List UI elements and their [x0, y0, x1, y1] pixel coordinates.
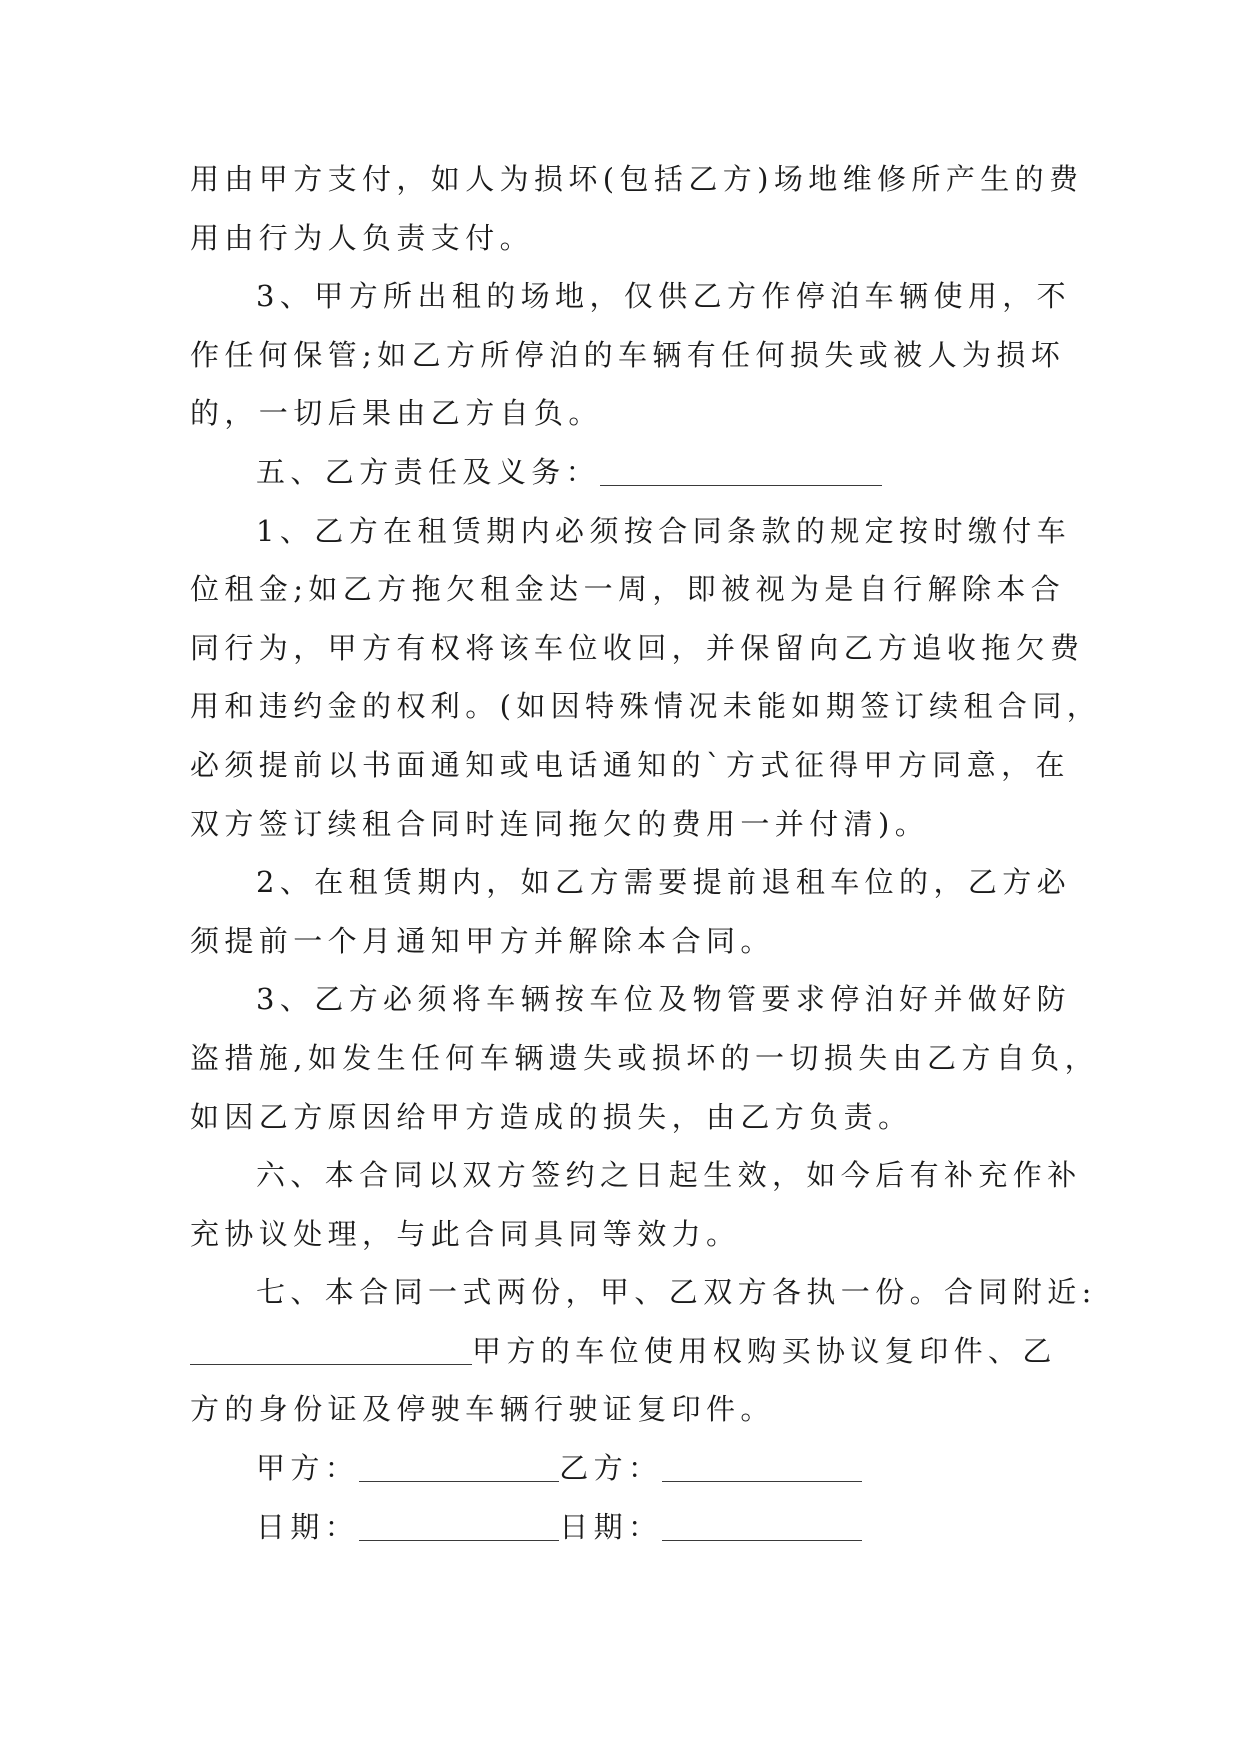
party-b-label: 乙方： [559, 1451, 663, 1486]
text-line: 方的身份证及停驶车辆行驶证复印件。 [190, 1392, 775, 1427]
section-7: 七、本合同一式两份，甲、乙双方各执一份。合同附近: [256, 1275, 1097, 1310]
section-5-heading [190, 443, 1060, 502]
date-a-label: 日期： [256, 1509, 360, 1544]
section-5-title: 五、乙方责任及义务： [256, 454, 601, 489]
clause-4-3: 3、甲方所出租的场地，仅供乙方作停泊车辆使用，不 [256, 279, 1072, 314]
text-line: 须提前一个月通知甲方并解除本合同。 [190, 923, 775, 958]
text-line: 双方签订续租合同时连同拖欠的费用一并付清)。 [190, 806, 930, 841]
date-b-label: 日期： [559, 1509, 663, 1544]
clause-5-1: 1、乙方在租赁期内必须按合同条款的规定按时缴付车 [256, 513, 1072, 548]
text-line: 用和违约金的权利。(如因特殊情况未能如期签订续租合同， [190, 689, 1102, 724]
clause-5-3: 3、乙方必须将车辆按车位及物管要求停泊好并做好防 [256, 982, 1072, 1017]
text-line: 盗措施,如发生任何车辆遗失或损坏的一切损失由乙方自负， [190, 1040, 1100, 1075]
date-b-blank [662, 1539, 862, 1541]
attachment-text: 甲方的车位使用权购买协议复印件、乙 [472, 1333, 1057, 1368]
text-line: 同行为，甲方有权将该车位收回，并保留向乙方追收拖欠费 [190, 630, 1085, 665]
text-line: 作任何保管;如乙方所停泊的车辆有任何损失或被人为损坏 [190, 337, 1066, 372]
text-line: 的，一切后果由乙方自负。 [190, 396, 603, 431]
date-row [190, 1498, 1060, 1557]
attachment-line [190, 1322, 1060, 1381]
attachment-blank [190, 1363, 472, 1365]
text-line: 用由甲方支付，如人为损坏(包括乙方)场地维修所产生的费 [190, 162, 1084, 196]
text-line: 充协议处理，与此合同具同等效力。 [190, 1216, 741, 1251]
party-b-blank [662, 1480, 862, 1482]
document-page [190, 150, 1102, 1556]
text-line: 必须提前以书面通知或电话通知的`方式征得甲方同意，在 [190, 747, 1070, 782]
party-a-blank [359, 1480, 559, 1482]
section-6: 六、本合同以双方签约之日起生效，如今后有补充作补 [256, 1158, 1082, 1193]
section-5-blank [600, 484, 882, 486]
date-a-blank [359, 1539, 559, 1541]
text-line: 用由行为人负责支付。 [190, 220, 535, 255]
clause-5-2: 2、在租赁期内，如乙方需要提前退租车位的，乙方必 [256, 865, 1072, 900]
text-line: 位租金;如乙方拖欠租金达一周，即被视为是自行解除本合 [190, 572, 1066, 607]
text-line: 如因乙方原因给甲方造成的损失，由乙方负责。 [190, 1099, 913, 1134]
signature-row [190, 1439, 1060, 1498]
party-a-label: 甲方： [256, 1451, 360, 1486]
